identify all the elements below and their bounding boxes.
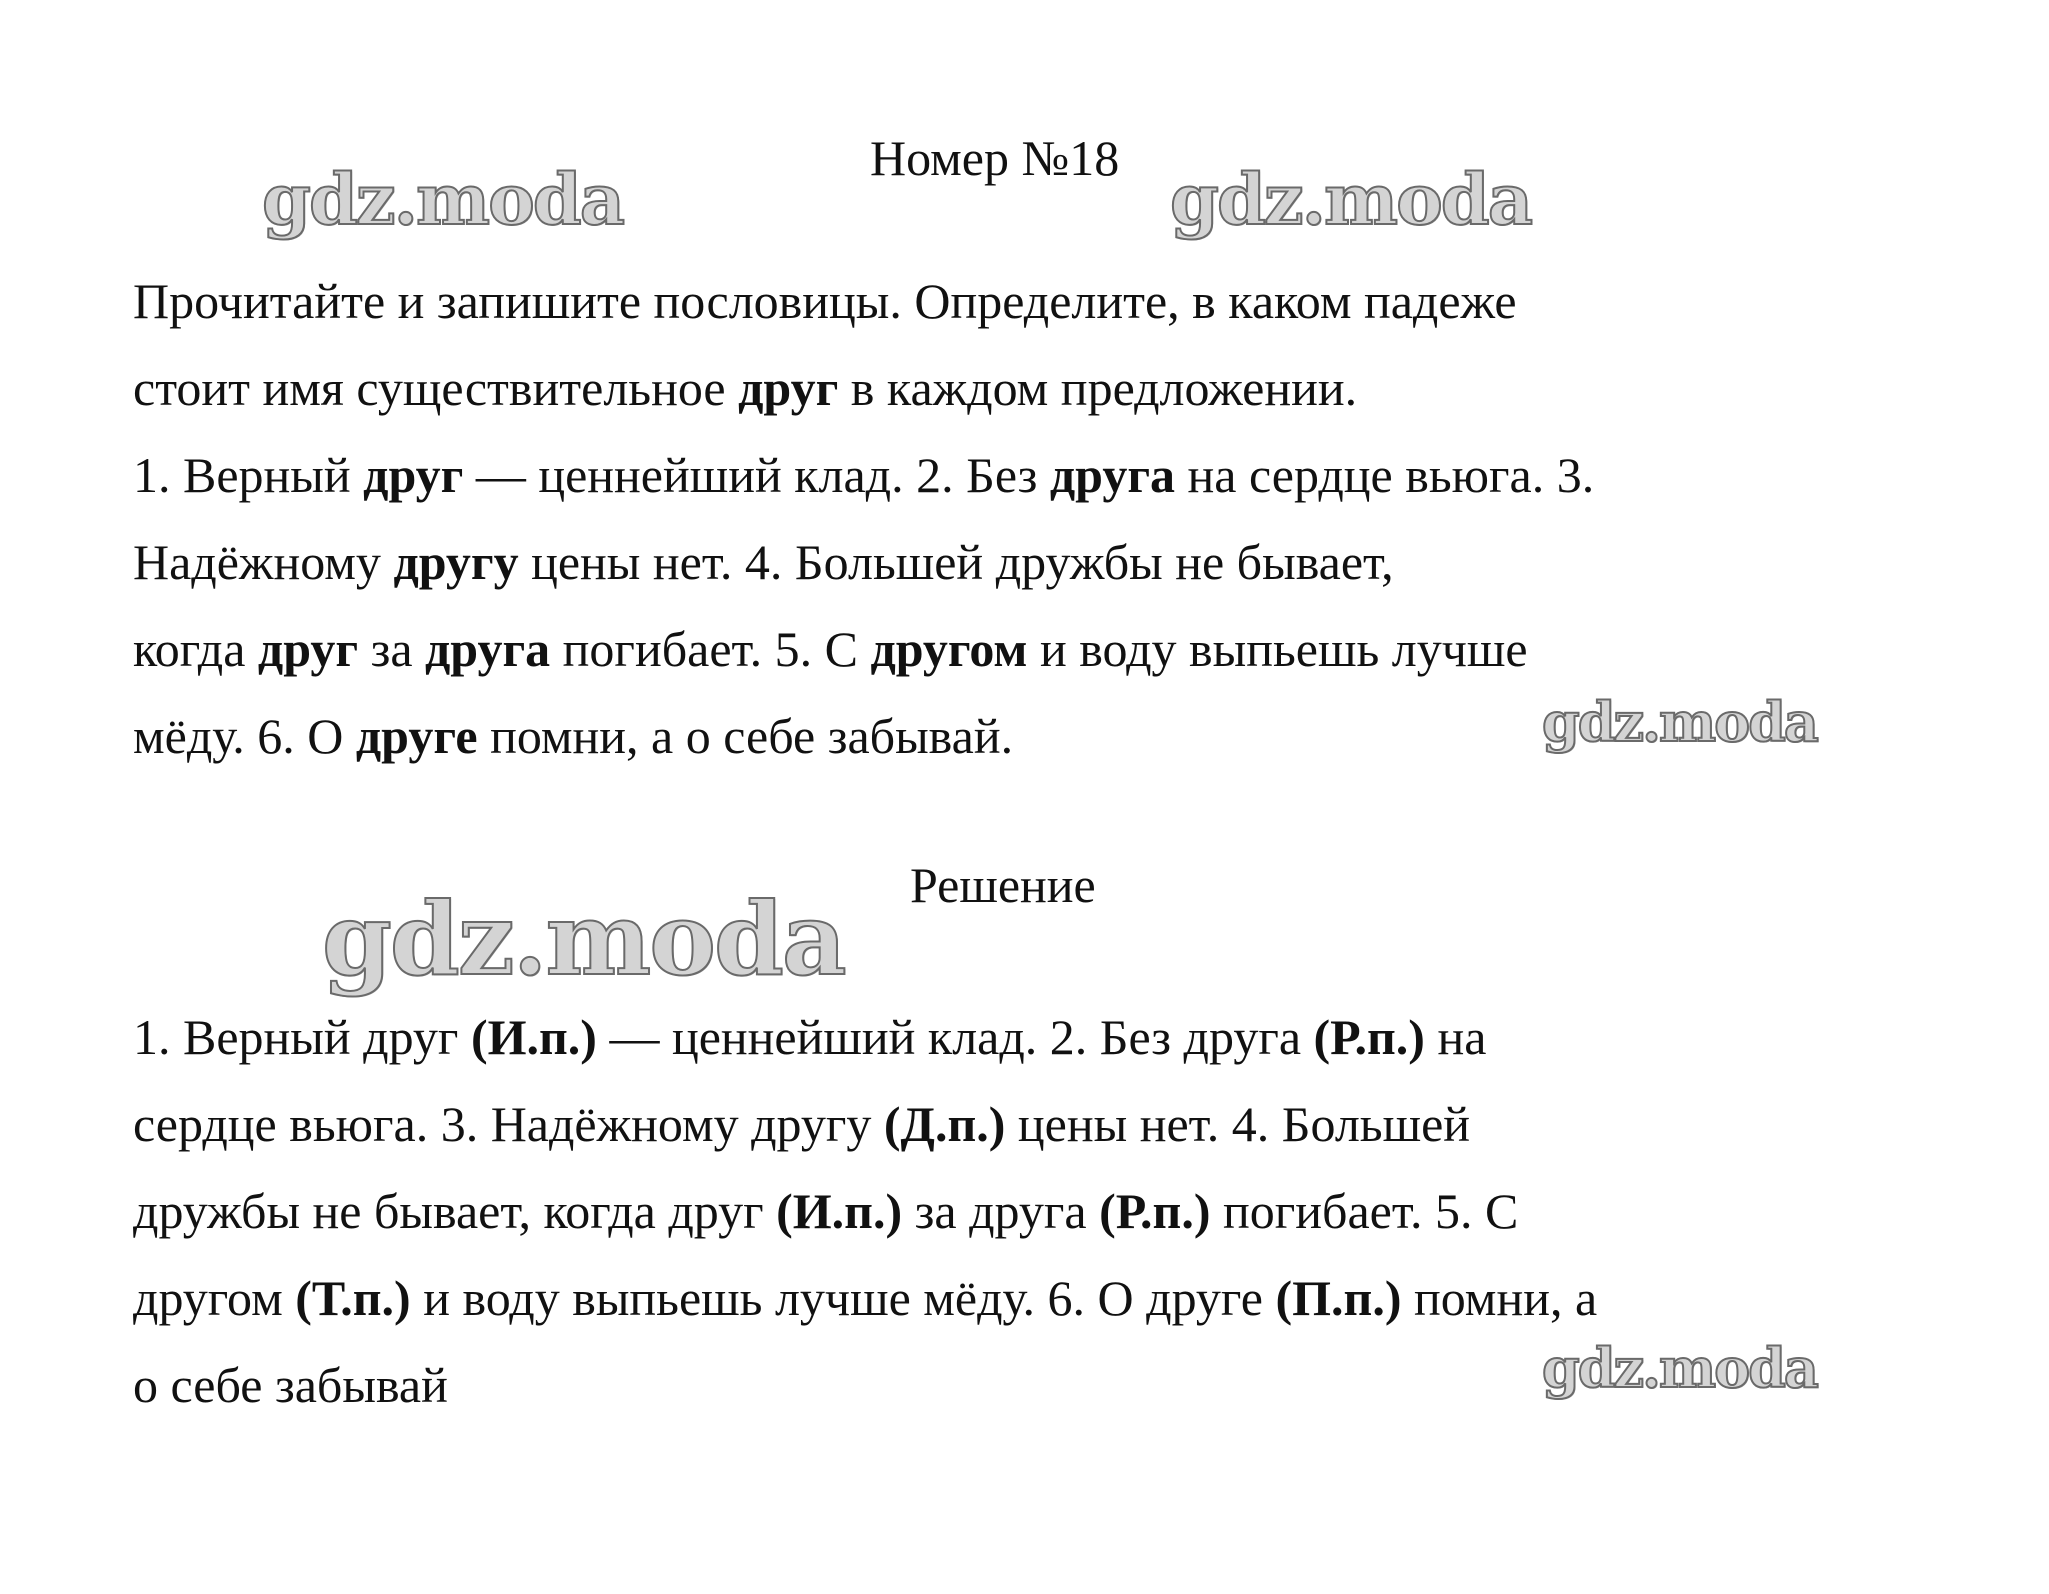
text-run: за [358,621,426,677]
text-run: — ценнейший клад. 2. Без [463,447,1050,503]
bold-text: (Т.п.) [295,1270,411,1326]
solution-text [133,994,1597,1429]
bold-text: друга [1049,447,1176,503]
text-run: Прочитайте и запишите пословицы. Определите, в каком падеже [133,273,1517,329]
text-run: дружбы не бывает, когда друг [133,1183,777,1239]
page-title: Номер №18 [870,130,1120,186]
text-line [133,345,1594,432]
text-line [133,994,1597,1081]
watermark-logo: gdz.moda [1170,158,1532,241]
bold-text: (И.п.) [470,1009,597,1065]
bold-text: (Д.п.) [883,1096,1006,1152]
bold-text: друге [355,708,478,764]
task-text [133,258,1594,780]
bold-text: друга [425,621,551,677]
text-line [133,1255,1597,1342]
text-run: погибает. 5. С [550,621,871,677]
watermark-logo: gdz.moda [1542,690,1817,754]
text-line [133,1081,1597,1168]
text-line [133,606,1594,693]
text-line [133,258,1594,345]
watermark-logo: gdz.moda [322,880,845,998]
text-run: сердце вьюга. 3. Надёжному другу [133,1096,884,1152]
text-run: мёду. 6. О [133,708,356,764]
text-run: и воду выпьешь лучше мёду. 6. О друге [410,1270,1276,1326]
text-line [133,693,1594,780]
bold-text: (Р.п.) [1313,1009,1425,1065]
bold-text: (Р.п.) [1099,1183,1211,1239]
text-run: о себе забывай [133,1357,448,1413]
bold-text: друг [257,621,359,677]
text-line [133,1168,1597,1255]
text-run: другом [133,1270,296,1326]
text-run: стоит имя существительное [133,360,739,416]
text-run: в каждом предложении. [838,360,1358,416]
text-run: помни, а [1401,1270,1598,1326]
text-run: Надёжному [133,534,394,590]
text-run: цены нет. 4. Большей [1005,1096,1471,1152]
bold-text: другу [393,534,519,590]
text-run: на сердце вьюга. 3. [1175,447,1595,503]
text-line [133,1342,1597,1429]
text-run: на [1424,1009,1487,1065]
text-run: и воду выпьешь лучше [1027,621,1528,677]
solution-title: Решение [910,857,1096,913]
bold-text: (И.п.) [776,1183,903,1239]
text-run: 1. Верный друг [133,1009,471,1065]
bold-text: друг [738,360,839,416]
watermark-logo: gdz.moda [1542,1336,1817,1400]
watermark-logo: gdz.moda [262,158,624,241]
text-run: 1. Верный [133,447,364,503]
text-run: за друга [902,1183,1100,1239]
text-line [133,432,1594,519]
bold-text: друг [363,447,464,503]
bold-text: другом [870,621,1028,677]
bold-text: (П.п.) [1275,1270,1402,1326]
text-run: помни, а о себе забывай. [477,708,1014,764]
text-run: когда [133,621,258,677]
text-line [133,519,1594,606]
text-run: погибает. 5. С [1210,1183,1519,1239]
text-run: цены нет. 4. Большей дружбы не бывает, [518,534,1394,590]
text-run: — ценнейший клад. 2. Без друга [596,1009,1314,1065]
